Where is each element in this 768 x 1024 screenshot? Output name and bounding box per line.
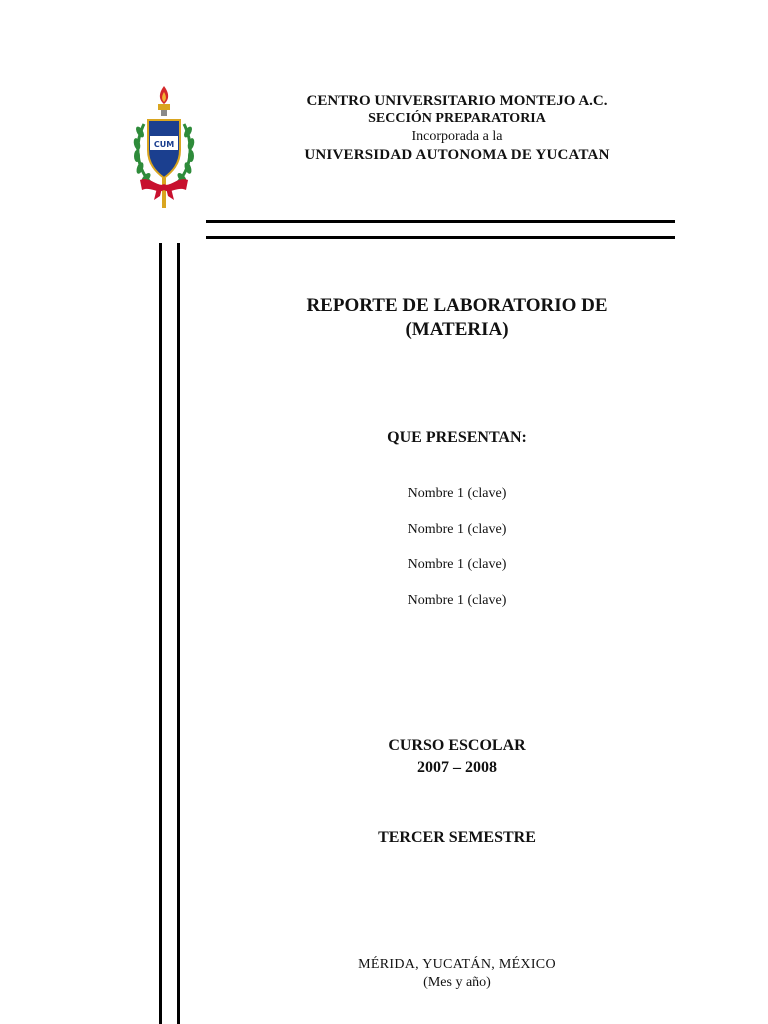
presenter-name: Nombre 1 (clave) [407,593,507,609]
institution-header [240,92,674,164]
inner-border-line [177,243,180,1024]
date-text: (Mes y año) [423,975,491,990]
section-name: SECCIÓN PREPARATORIA [368,111,546,126]
report-title [240,294,674,342]
presenters-list [240,484,674,627]
course-block [240,735,674,779]
footer-location [240,956,674,992]
second-divider [206,236,675,239]
university-name: UNIVERSIDAD AUTONOMA DE YUCATAN [304,147,610,163]
presenter-name: Nombre 1 (clave) [407,486,507,501]
place-text: MÉRIDA, YUCATÁN, MÉXICO [358,957,556,972]
report-title-line2: (MATERIA) [405,319,509,340]
presenter-name: Nombre 1 (clave) [407,521,507,537]
presenters-heading: QUE PRESENTAN: [387,429,527,446]
report-title-line1: REPORTE DE LABORATORIO DE [306,295,608,316]
course-years: 2007 – 2008 [417,759,497,776]
torch-crest-icon [130,84,198,214]
crest-label: CUM [153,140,175,149]
top-divider [206,220,675,223]
semester-label: TERCER SEMESTRE [378,829,536,846]
left-border-line [159,243,162,1024]
presenter-name: Nombre 1 (clave) [407,557,507,573]
institution-name: CENTRO UNIVERSITARIO MONTEJO A.C. [306,93,608,109]
course-label: CURSO ESCOLAR [388,737,526,754]
incorporated-text: Incorporada a la [411,129,503,144]
